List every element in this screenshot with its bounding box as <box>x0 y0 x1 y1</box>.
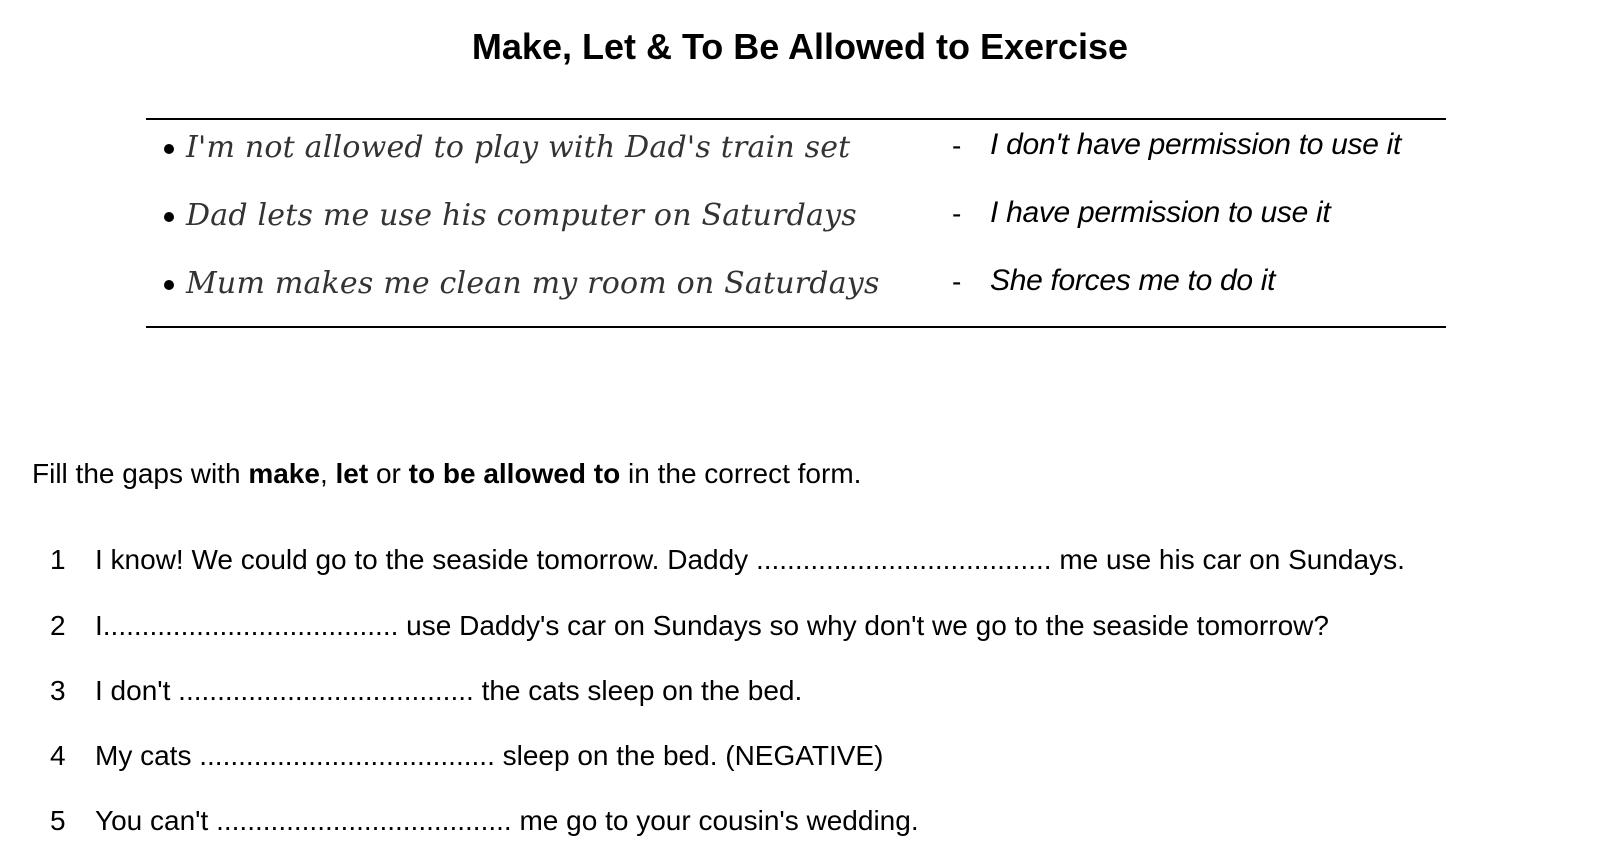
exercise-item <box>0 740 1600 784</box>
exercise-number: 5 <box>50 805 66 836</box>
exercise-sentence: I know! We could go to the seaside tomorrow. Daddy ...................................... me use his car on Sundays. <box>95 544 1405 575</box>
exercise-number: 1 <box>50 544 66 575</box>
exercise-item <box>0 610 1600 654</box>
instruction-or: or <box>368 458 409 489</box>
keyword-make: make <box>248 458 320 489</box>
exercise-number: 2 <box>50 610 66 641</box>
instructions <box>32 458 861 490</box>
page-title: Make, Let & To Be Allowed to Exercise <box>471 26 1129 67</box>
keyword-allowed: to be allowed to <box>408 458 621 489</box>
example-sentence: Mum makes me clean my room on Saturdays <box>186 266 880 301</box>
example-dash: - <box>952 130 962 161</box>
example-sentence: Dad lets me use his computer on Saturdays <box>186 198 857 233</box>
exercise-item <box>0 675 1600 719</box>
bullet-icon <box>164 144 174 154</box>
keyword-let: let <box>335 458 369 489</box>
exercise-number: 3 <box>50 675 66 706</box>
top-divider <box>146 118 1446 120</box>
example-row <box>160 126 1450 176</box>
exercise-sentence: You can't ...................................... me go to your cousin's wedding. <box>95 805 919 836</box>
example-meaning: I have permission to use it <box>990 196 1331 229</box>
example-row <box>160 262 1450 312</box>
instruction-comma: , <box>319 458 336 489</box>
bullet-icon <box>164 280 174 290</box>
exercise-number: 4 <box>50 740 66 771</box>
exercise-sentence: I...................................... use Daddy's car on Sundays so why don't we go to the seaside tomorrow? <box>95 610 1329 641</box>
exercise-item <box>0 544 1600 588</box>
example-meaning: She forces me to do it <box>990 264 1276 297</box>
example-row <box>160 194 1450 244</box>
example-dash: - <box>952 266 962 297</box>
bottom-divider <box>146 326 1446 328</box>
instruction-text: Fill the gaps with <box>32 458 249 489</box>
exercise-sentence: I don't ...................................... the cats sleep on the bed. <box>95 675 803 706</box>
bullet-icon <box>164 212 174 222</box>
exercise-sentence: My cats ...................................... sleep on the bed. (NEGATIVE) <box>95 740 884 771</box>
example-meaning: I don't have permission to use it <box>990 128 1402 161</box>
exercise-item <box>0 805 1600 849</box>
instruction-text-end: in the correct form. <box>620 458 862 489</box>
example-sentence: I'm not allowed to play with Dad's train set <box>186 130 851 165</box>
example-dash: - <box>952 198 962 229</box>
